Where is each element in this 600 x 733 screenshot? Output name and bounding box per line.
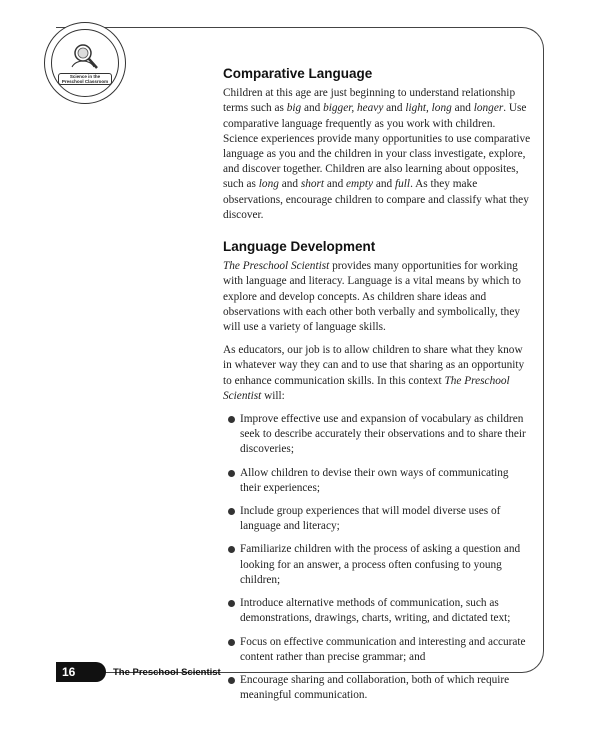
magnifier-icon: [68, 41, 102, 71]
bullet-icon: [228, 677, 235, 684]
list-item-text: Improve effective use and expansion of vocabulary as children seek to describe accurately their observations and to share their discoveries;: [240, 413, 526, 456]
language-development-section: [223, 239, 531, 703]
logo-ring: [51, 29, 119, 97]
list-item: [228, 504, 531, 534]
list-item-text: Include group experiences that will model diverse uses of language and literacy;: [240, 505, 501, 533]
series-logo: [44, 22, 126, 104]
bullet-icon: [228, 508, 235, 515]
bullet-icon: [228, 470, 235, 477]
section-heading-language: Language Development: [223, 239, 376, 255]
page-number: 16: [56, 662, 106, 682]
language-paragraph-1: The Preschool Scientist provides many opportunities for working with language and literacy. Language is a vital means by which to explore and develop concepts. As children share ideas and observations with each other both verbally and symbolically, they will use a variety of language skills.: [223, 260, 521, 334]
running-footer-title: The Preschool Scientist: [113, 666, 221, 678]
list-item: [228, 596, 531, 626]
logo-line2: Preschool Classroom: [61, 79, 109, 84]
language-paragraph-2: As educators, our job is to allow children to share what they know in whatever way they can and to use that sharing as an opportunity to enhance communication skills. In this context The Preschool Scientist will:: [223, 344, 525, 402]
list-item: [228, 542, 531, 588]
bullet-icon: [228, 639, 235, 646]
list-item-text: Introduce alternative methods of communication, such as demonstrations, drawings, charts, writing, and dictated text;: [240, 597, 511, 625]
section-heading-comparative: Comparative Language: [223, 66, 373, 81]
list-item-text: Allow children to devise their own ways of communicating their experiences;: [240, 466, 509, 494]
list-item: [228, 635, 531, 665]
bullet-icon: [228, 546, 235, 553]
comparative-paragraph: Children at this age are just beginning to understand relationship terms such as big and bigger, heavy and light, long and longer. Use comparative language frequently as you work with children. Science experiences provide many opportunities to use comparative language as you and the children in your class investigate, explore, and discover together. Children are also learning about opposites, such as long and short and empty and full. As they make observations, encourage children to compare and classify what they discover.: [223, 87, 531, 221]
list-item: [228, 673, 531, 703]
list-item-text: Focus on effective communication and interesting and accurate content rather than precise grammar; and: [240, 635, 526, 663]
logo-line1: Science in the: [69, 74, 101, 79]
page-footer: [56, 662, 221, 682]
bullet-icon: [228, 416, 235, 423]
logo-banner: [58, 73, 112, 85]
page-content: [223, 66, 531, 711]
bullet-icon: [228, 600, 235, 607]
goals-list: [223, 412, 531, 703]
list-item-text: Familiarize children with the process of asking a question and looking for an answer, a process often confusing to young children;: [240, 543, 521, 586]
list-item-text: Encourage sharing and collaboration, both of which require meaningful communication.: [240, 673, 510, 702]
list-item: [228, 466, 531, 496]
list-item: [228, 412, 531, 458]
